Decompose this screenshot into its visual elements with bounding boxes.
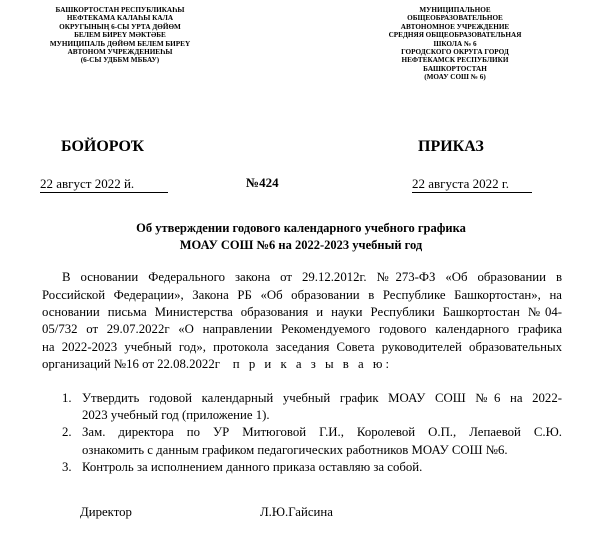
doc-type-russian: ПРИКАЗ	[418, 138, 484, 155]
header-line: ОБЩЕОБРАЗОВАТЕЛЬНОЕ	[407, 14, 503, 23]
title-line: Об утверждении годового календарного учебного графика	[136, 221, 466, 235]
doc-type-bashkir: БОЙОРОҠ	[61, 138, 145, 155]
preamble-line: на 2022-2023 учебный год», протокола заседания Совета руководителей образовательных	[42, 340, 562, 354]
header-bashkir	[40, 6, 200, 65]
preamble-text: организаций №16 от 22.08.2022г	[42, 357, 220, 371]
underline	[412, 192, 532, 193]
header-line: БАШКОРТОСТАН РЕСПУБЛИКАҺЫ	[55, 6, 185, 14]
header-line: МУНИЦИПАЛЬНОЕ	[419, 6, 491, 14]
date-russian-text: 22 августа 2022 г.	[412, 176, 509, 191]
header-line: НЕФТЕКАМА КАЛАҺЫ КАЛА	[66, 14, 174, 23]
header-russian	[370, 6, 540, 82]
header-line: (6-СЫ УДББМ МББАУ)	[80, 56, 160, 65]
header-line: БЕЛЕМ БИРЕҮ МӘКТӘБЕ	[74, 31, 166, 40]
header-line: СРЕДНЯЯ ОБЩЕОБРАЗОВАТЕЛЬНАЯ	[388, 31, 522, 40]
list-item-line: Утвердить годовой календарный учебный график МОАУ СОШ №6 на 2022-	[82, 391, 562, 405]
header-line: НЕФТЕКАМСК РЕСПУБЛИКИ	[401, 56, 509, 65]
list-item-line: Контроль за исполнением данного приказа оставляю за собой.	[82, 460, 423, 474]
header-line: БАШКОРТОСТАН	[423, 64, 487, 73]
header-line: ГОРОДСКОГО ОКРУГА ГОРОД	[401, 48, 509, 57]
list-item-number: 2.	[62, 425, 72, 439]
list-item-number: 3.	[62, 460, 72, 474]
date-bashkir-text: 22 август 2022 й.	[40, 176, 135, 191]
signature-name: Л.Ю.Гайсина	[260, 505, 333, 519]
header-line: ШКОЛА № 6	[433, 39, 477, 48]
list-item-line: Зам. директора по УР Митюговой Г.И., Королевой О.П., Лепаевой С.Ю.	[82, 425, 562, 439]
underline	[40, 192, 168, 193]
preamble-line: Российской Федерации», Закона РБ «Об образовании в Республике Башкортостан», на	[42, 288, 562, 302]
list-item-line: ознакомить с данным графиком педагогических работников МОАУ СОШ №6.	[82, 443, 508, 457]
date-russian	[412, 176, 509, 192]
preamble-line: В основании Федерального закона от 29.12.2012г. №273-ФЗ «Об образовании в	[62, 270, 562, 284]
header-line: АВТОНОМНОЕ УЧРЕЖДЕНИЕ	[400, 22, 510, 31]
order-number: №424	[246, 175, 279, 190]
header-line: МУНИЦИПАЛЬ ДӨЙӨМ БЕЛЕМ БИРЕҮ	[49, 39, 191, 48]
signature-role: Директор	[80, 505, 132, 519]
preamble-line: основании письма Министерства образования и науки Республики Башкортостан №04-	[42, 305, 562, 319]
preamble-last-line	[42, 357, 562, 372]
header-line: ОКРУГЫНЫҢ 6-СЫ УРТА ДӨЙӨМ	[59, 22, 181, 31]
header-line: (МОАУ СОШ № 6)	[424, 73, 486, 82]
date-bashkir	[40, 176, 134, 192]
list-item-line: 2023 учебный год (приложение 1).	[82, 408, 270, 422]
title-line: МОАУ СОШ №6 на 2022-2023 учебный год	[179, 238, 423, 252]
list-item-number: 1.	[62, 391, 72, 405]
header-line: АВТОНОМ УЧРЕЖДЕНИЕҺЫ	[67, 48, 173, 57]
preamble-line: 05/732 от 29.07.2022г «О направлении Рекомендуемого годового календарного графика	[42, 322, 562, 336]
order-word: п р и к а з ы в а ю:	[232, 357, 393, 371]
